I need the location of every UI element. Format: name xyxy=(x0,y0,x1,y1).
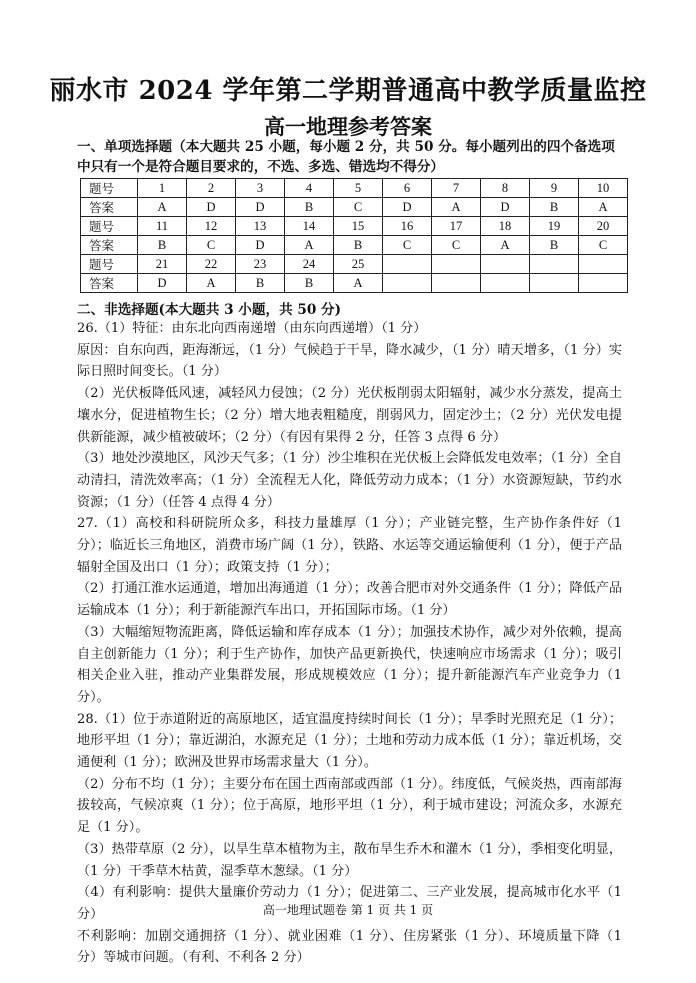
document-title: 丽水市 2024 学年第二学期普通高中教学质量监控 xyxy=(49,76,647,106)
answer-paragraph: （2）分布不均（1 分）；主要分布在国土西南部或西部（1 分）。纬度低，气候炎热，西南部海拔较高，气候凉爽（1 分）；位于高原，地形平坦（1 分），利于城市建设；河流众多，水源充足（1 分）。 xyxy=(77,776,622,836)
answer-cell: B xyxy=(530,198,579,217)
answer-cell xyxy=(579,274,628,293)
answer-paragraph: （3）地处沙漠地区，风沙天气多；（1 分）沙尘堆积在光伏板上会降低发电效率；（1 分）全自动清扫，清洗效率高；（1 分）全流程无人化，降低劳动力成本；（1 分）水资源短缺，节约水资源；（1 分）（任答 4 点得 4 分） xyxy=(77,451,622,510)
answer-paragraph: （3）热带草原（2 分），以旱生草本植物为主，散布旱生乔木和灌木（1 分），季相变化明显，（1 分）干季草木枯黄，湿季草木葱绿。（1 分） xyxy=(77,841,622,879)
answer-cell: A xyxy=(432,198,481,217)
answer-cell: D xyxy=(138,274,187,293)
question-row-label: 题号 xyxy=(81,179,138,198)
answer-paragraph: （2）光伏板降低风速，减轻风力侵蚀；（2 分）光伏板削弱太阳辐射，减少水分蒸发，提高土壤水分，促进植物生长；（2 分）增大地表粗糙度，削弱风力，固定沙土；（2 分）光伏发电提供新能源，减少植被破坏；（2 分）（有因有果得 2 分，任答 3 点得 6 分） xyxy=(77,386,622,445)
question-number-cell: 25 xyxy=(334,255,383,274)
question-number-cell: 19 xyxy=(530,217,579,236)
question-number-cell: 9 xyxy=(530,179,579,198)
answer-cell: B xyxy=(138,236,187,255)
question-row xyxy=(81,255,628,274)
question-number-cell: 17 xyxy=(432,217,481,236)
question-number-cell: 20 xyxy=(579,217,628,236)
answer-cell: B xyxy=(236,274,285,293)
question-number-cell: 8 xyxy=(481,179,530,198)
question-number-cell xyxy=(383,255,432,274)
question-number-cell xyxy=(579,255,628,274)
question-number-cell: 14 xyxy=(285,217,334,236)
answer-row-label: 答案 xyxy=(81,198,138,217)
answer-paragraph: 不利影响：加剧交通拥挤（1 分）、就业困难（1 分）、住房紧张（1 分）、环境质量下降（1 分）等城市问题。（有利、不利各 2 分） xyxy=(77,928,622,966)
answer-paragraph: （4）有利影响：提供大量廉价劳动力（1 分）；促进第二、三产业发展，提高城市化水平（1 分） xyxy=(77,885,622,922)
answer-cell: D xyxy=(236,198,285,217)
question-row xyxy=(81,217,628,236)
question-number-cell: 1 xyxy=(138,179,187,198)
answer-cell xyxy=(383,274,432,293)
question-number-cell: 10 xyxy=(579,179,628,198)
answer-cell: C xyxy=(579,236,628,255)
question-number-cell: 5 xyxy=(334,179,383,198)
question-number-cell: 15 xyxy=(334,217,383,236)
question-row-label: 题号 xyxy=(81,255,138,274)
section1-heading: 一、单项选择题（本大题共 25 小题，每小题 2 分，共 50 分。每小题列出的四个备选项中只有一个是符合题目要求的，不选、多选、错选均不得分） xyxy=(77,139,615,175)
page-footer: 高一地理试题卷 第 1 页 共 1 页 xyxy=(262,903,434,917)
answer-cell: A xyxy=(334,274,383,293)
answer-paragraph: 26.（1）特征：由东北向西南递增（由东向西递增）（1 分） xyxy=(77,321,427,336)
answer-paragraph: 28.（1）位于赤道附近的高原地区，适宜温度持续时间长（1 分）；旱季时光照充足（1 分）；地形平坦（1 分）；靠近湖泊，水源充足（1 分）；土地和劳动力成本低（1 分）；靠近机场，交通便利（1 分）；欧洲及世界市场需求量大（1 分）。 xyxy=(77,711,622,771)
answer-row xyxy=(81,236,628,255)
question-number-cell: 6 xyxy=(383,179,432,198)
answer-paragraph: （3）大幅缩短物流距离，降低运输和库存成本（1 分）；加强技术协作，减少对外依赖，提高自主创新能力（1 分）；利于生产协作，加快产品更新换代，快速响应市场需求（1 分）；吸引相关企业入驻，推动产业集群发展，形成规模效应（1 分）；提升新能源汽车产业竞争力（1 分）。 xyxy=(77,624,622,705)
question-row-label: 题号 xyxy=(81,217,138,236)
question-number-cell xyxy=(432,255,481,274)
answer-cell: B xyxy=(530,236,579,255)
answer-row xyxy=(81,274,628,293)
answer-cell: C xyxy=(383,236,432,255)
answer-body xyxy=(77,318,622,969)
answer-cell: D xyxy=(481,198,530,217)
answer-cell xyxy=(481,274,530,293)
question-number-cell: 2 xyxy=(187,179,236,198)
question-number-cell xyxy=(530,255,579,274)
document-subtitle: 高一地理参考答案 xyxy=(264,114,432,139)
question-number-cell xyxy=(481,255,530,274)
question-number-cell: 16 xyxy=(383,217,432,236)
answer-cell: B xyxy=(285,198,334,217)
answer-cell: D xyxy=(383,198,432,217)
answer-cell: A xyxy=(579,198,628,217)
answer-cell: B xyxy=(285,274,334,293)
answer-row-label: 答案 xyxy=(81,236,138,255)
question-number-cell: 23 xyxy=(236,255,285,274)
answer-cell: A xyxy=(481,236,530,255)
question-number-cell: 18 xyxy=(481,217,530,236)
question-number-cell: 4 xyxy=(285,179,334,198)
answer-cell: B xyxy=(334,236,383,255)
answer-cell: A xyxy=(138,198,187,217)
question-number-cell: 12 xyxy=(187,217,236,236)
answer-cell xyxy=(530,274,579,293)
question-row xyxy=(81,179,628,198)
answer-cell: A xyxy=(285,236,334,255)
question-number-cell: 21 xyxy=(138,255,187,274)
answer-cell xyxy=(432,274,481,293)
answer-paragraph: 27.（1）高校和科研院所众多，科技力量雄厚（1 分）；产业链完整，生产协作条件好（1 分）；临近长三角地区，消费市场广阔（1 分），铁路、水运等交通运输便利（1 分），便于产品辐射全国及出口（1 分）；政策支持（1 分）； xyxy=(77,516,622,575)
question-number-cell: 3 xyxy=(236,179,285,198)
answer-cell: C xyxy=(432,236,481,255)
answer-cell: C xyxy=(334,198,383,217)
question-number-cell: 24 xyxy=(285,255,334,274)
answer-cell: D xyxy=(236,236,285,255)
answer-cell: A xyxy=(187,274,236,293)
answer-table xyxy=(80,178,628,293)
answer-cell: D xyxy=(187,198,236,217)
answer-paragraph: 原因：自东向西，距海渐远，（1 分）气候趋于干旱，降水减少，（1 分）晴天增多，（1 分）实际日照时间变长。（1 分） xyxy=(77,342,622,380)
answer-paragraph: （2）打通江淮水运通道，增加出海通道（1 分）；改善合肥市对外交通条件（1 分）；降低产品运输成本（1 分）；利于新能源汽车出口，开拓国际市场。（1 分） xyxy=(77,581,622,619)
answer-cell: C xyxy=(187,236,236,255)
answer-row xyxy=(81,198,628,217)
section2-heading: 二、非选择题(本大题共 3 小题，共 50 分) xyxy=(77,302,342,318)
question-number-cell: 13 xyxy=(236,217,285,236)
question-number-cell: 22 xyxy=(187,255,236,274)
question-number-cell: 7 xyxy=(432,179,481,198)
answer-row-label: 答案 xyxy=(81,274,138,293)
question-number-cell: 11 xyxy=(138,217,187,236)
